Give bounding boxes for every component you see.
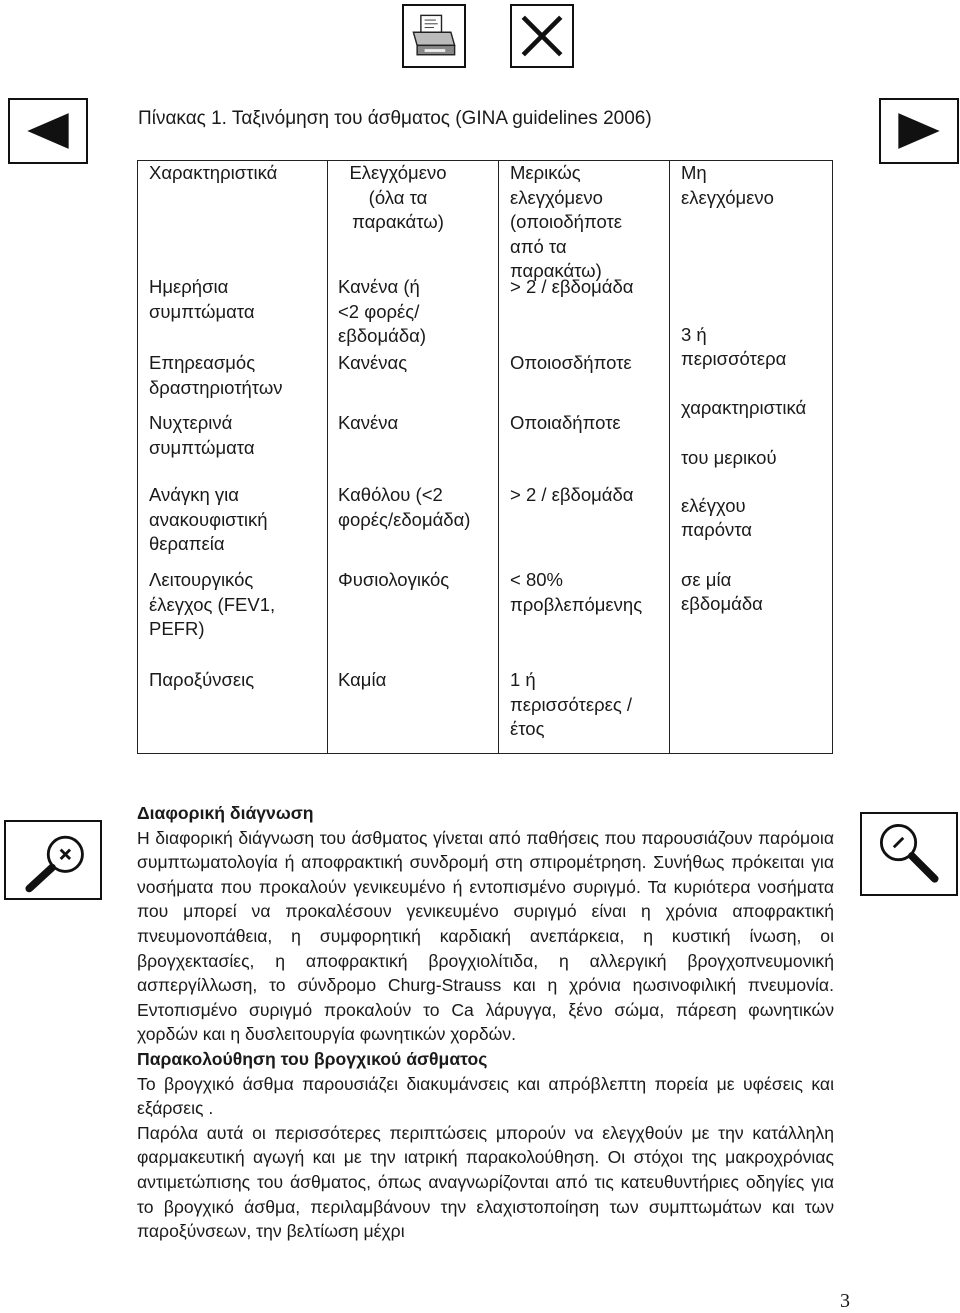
uncontrolled-line: ελέγχου [681, 495, 746, 516]
prev-page-button[interactable] [8, 98, 88, 164]
row-partial: > 2 / εβδομάδα [510, 484, 634, 505]
uncontrolled-line: χαρακτηριστικά [681, 397, 807, 418]
uncontrolled-line: του μερικού [681, 447, 777, 468]
asthma-classification-table [137, 160, 833, 754]
print-button[interactable] [402, 4, 466, 68]
row-feature: Νυχτερινά συμπτώματα [149, 412, 255, 458]
header-features: Χαρακτηριστικά [149, 162, 278, 183]
table-caption-text: Ταξινόμηση του άσθματος (GINA guidelines 2006) [226, 108, 652, 129]
page-number: 3 [840, 1290, 850, 1312]
zoom-out-button[interactable] [860, 812, 958, 896]
printer-icon [404, 6, 464, 66]
next-page-button[interactable] [879, 98, 959, 164]
row-controlled: Καμία [338, 669, 387, 690]
paragraph-asthma-course: Το βρογχικό άσθμα παρουσιάζει διακυμάνσεις και απρόβλεπτη πορεία με υφέσεις και εξάρσεις . [137, 1073, 834, 1119]
header-uncontrolled: Μη ελεγχόμενο [681, 162, 774, 208]
zoom-in-icon [6, 822, 100, 898]
row-feature: Επηρεασμός δραστηριοτήτων [149, 352, 283, 398]
uncontrolled-line: σε μία [681, 569, 732, 590]
row-partial: < 80% προβλεπόμενης [510, 569, 643, 615]
row-feature: Ημερήσια συμπτώματα [149, 276, 255, 322]
row-feature: Ανάγκη για ανακουφιστική θεραπεία [149, 484, 268, 554]
row-controlled: Κανένα [338, 412, 399, 433]
row-partial: 1 ή περισσότερες / έτος [510, 669, 633, 739]
row-controlled: Κανένας [338, 352, 408, 373]
header-controlled: Ελεγχόμενο (όλα τα παρακάτω) [349, 162, 447, 232]
row-controlled: Καθόλου (<2 φορές/εδομάδα) [338, 484, 471, 530]
uncontrolled-line: 3 ή [681, 324, 707, 345]
row-feature: Λειτουργικός έλεγχος (FEV1, PEFR) [149, 569, 276, 639]
uncontrolled-line: εβδομάδα [681, 593, 763, 614]
heading-asthma-monitoring: Παρακολούθηση του βρογχικού άσθματος [137, 1048, 488, 1069]
close-button[interactable] [510, 4, 574, 68]
zoom-in-button[interactable] [4, 820, 102, 900]
row-controlled: Κανένα (ή <2 φορές/ εβδομάδα) [338, 276, 426, 346]
row-partial: Οποιαδήποτε [510, 412, 621, 433]
row-partial: Οποιοσδήποτε [510, 352, 632, 373]
header-partially-controlled: Μερικώς ελεγχόμενο (οποιοδήποτε από τα παρακάτω) [510, 162, 623, 281]
table-caption-label: Πίνακας 1. [138, 108, 227, 129]
close-icon [512, 6, 572, 66]
uncontrolled-line: περισσότερα [681, 348, 787, 369]
paragraph-differential-diagnosis: Η διαφορική διάγνωση του άσθματος γίνεται από παθήσεις που παρουσιάζουν παρόμοια συμπτωματολογία ή αποφρακτική συνδρομή στη σπιρομέτρηση. Συνήθως πρόκειται για νοσήματα που προκαλούν γενικευμένο ή εντοπισμένο συριγμό. Τα κυριότερα νοσήματα που μπορεί να προκαλέσουν γενικευμένο συριγμό είναι η χρόνια αποφρακτική πνευμονοπάθεια, η συμφορητική καρδιακή ανεπάρκεια, η κυστική ίνωση, οι βρογχεκτασίες, η αποφρακτική βρογχιολίτιδα, η αλλεργική βρογχοπνευμονική ασπεργίλλωση, το σύνδρομο Churg-Strauss και η χρόνια ηωσινοφιλική πνευμονία. Εντοπισμένο συριγμό προκαλούν το Ca λάρυγγα, ξένο σώμα, πάρεση φωνητικών χορδών και η δυσλειτουργία φωνητικών χορδών. [137, 827, 834, 1045]
paragraph-asthma-treatment: Παρόλα αυτά οι περισσότερες περιπτώσεις μπορούν να ελεγχθούν με την κατάλληλη φαρμακευτική αγωγή και με την ιατρική παρακολούθηση. Οι στόχοι της μακροχρόνιας αντιμετώπισης του άσθματος, όπως αναγνωρίζονται από τις κατευθυντήριες οδηγίες για το βρογχικό άσθμα, περιλαμβάνουν την ελαχιστοποίηση των συμπτωμάτων και των παροξύνσεων, την βελτίωση μέχρι [137, 1122, 834, 1242]
heading-differential-diagnosis: Διαφορική διάγνωση [137, 803, 314, 823]
row-partial: > 2 / εβδομάδα [510, 276, 634, 297]
uncontrolled-line: παρόντα [681, 519, 753, 540]
body-text [137, 801, 834, 1244]
row-controlled: Φυσιολογικός [338, 569, 450, 590]
next-page-icon [881, 100, 957, 162]
prev-page-icon [10, 100, 86, 162]
row-feature: Παροξύνσεις [149, 669, 255, 690]
zoom-out-icon [862, 814, 956, 894]
table-caption [138, 108, 652, 130]
